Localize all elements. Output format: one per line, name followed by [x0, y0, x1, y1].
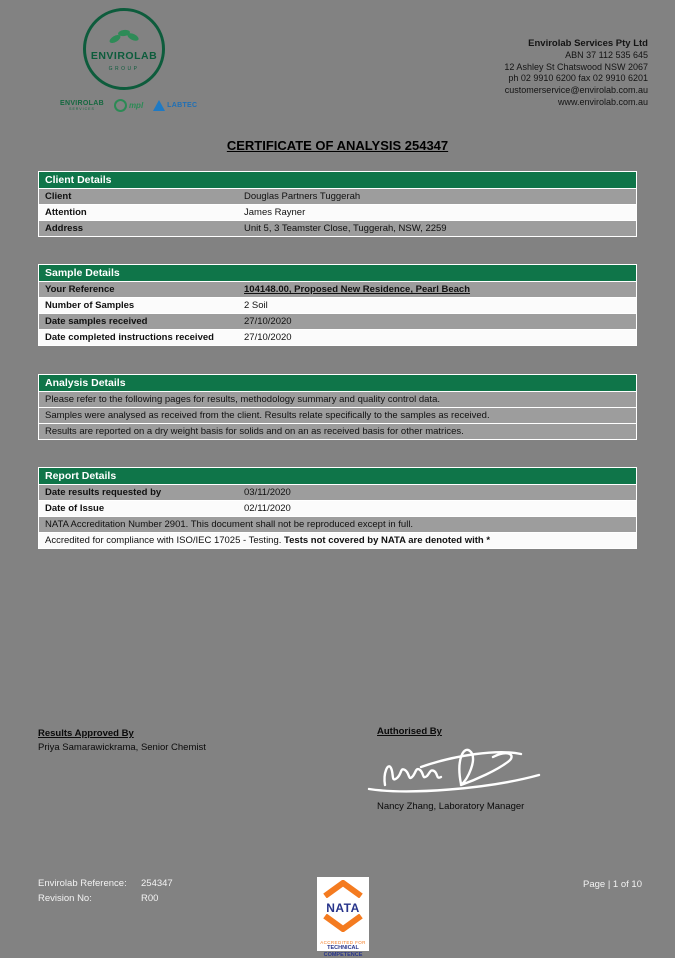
revision-line — [38, 891, 173, 906]
table-row — [39, 330, 636, 345]
table-row — [39, 189, 636, 204]
revision-label: Revision No: — [38, 891, 141, 906]
nata-logo — [317, 877, 369, 951]
reference-label: Envirolab Reference: — [38, 876, 141, 891]
partner-logos — [60, 99, 197, 112]
page-number: Page | 1 of 10 — [583, 879, 642, 890]
row-label: Your Reference — [39, 282, 244, 297]
row-value: 2 Soil — [244, 298, 636, 313]
revision-value: R00 — [141, 893, 158, 904]
row-value: Douglas Partners Tuggerah — [244, 189, 636, 204]
row-value: 03/11/2020 — [244, 485, 636, 500]
table-row — [39, 298, 636, 313]
table-row — [39, 205, 636, 220]
mpl-ring-icon — [114, 99, 127, 112]
logo-wordmark: ENVIROLAB — [91, 50, 157, 62]
leaf-icon — [107, 26, 141, 49]
analysis-details-section — [38, 374, 637, 440]
compliance-note-text: Accredited for compliance with ISO/IEC 17025 - Testing. — [45, 535, 284, 546]
analysis-note-row: Results are reported on a dry weight basis for solids and on an as received basis for other matrices. — [39, 424, 636, 439]
nata-accredited-for-label: ACCREDITED FOR — [320, 940, 366, 945]
company-phone-fax: ph 02 9910 6200 fax 02 9910 6201 — [504, 73, 648, 85]
reference-value: 254347 — [141, 878, 173, 889]
company-address: 12 Ashley St Chatswood NSW 2067 — [504, 62, 648, 74]
company-website: www.envirolab.com.au — [504, 97, 648, 109]
analysis-note-row: Samples were analysed as received from the client. Results relate specifically to the samples as received. — [39, 408, 636, 423]
authorised-by-heading: Authorised By — [377, 726, 442, 737]
nata-wordmark: NATA — [326, 903, 360, 914]
row-value: 104148.00, Proposed New Residence, Pearl Beach — [244, 282, 636, 297]
company-email: customerservice@envirolab.com.au — [504, 85, 648, 97]
mpl-label: mpl — [129, 101, 143, 110]
section-header-sample: Sample Details — [39, 265, 636, 281]
results-approved-heading: Results Approved By — [38, 728, 206, 739]
row-value: Unit 5, 3 Teamster Close, Tuggerah, NSW, 2259 — [244, 221, 636, 236]
logo-group-label: GROUP — [109, 66, 140, 72]
nata-competence-label: COMPETENCE — [324, 952, 363, 958]
labtec-label: LABTEC — [167, 102, 197, 109]
nata-technical-label: TECHNICAL — [327, 945, 359, 952]
results-approved-block — [38, 728, 206, 753]
row-value: 02/11/2020 — [244, 501, 636, 516]
company-name: Envirolab Services Pty Ltd — [504, 38, 648, 50]
sample-details-section — [38, 264, 637, 346]
section-header-analysis: Analysis Details — [39, 375, 636, 391]
accreditation-compliance-note — [39, 533, 636, 548]
section-header-report: Report Details — [39, 468, 636, 484]
row-label: Address — [39, 221, 244, 236]
analysis-note-row: Please refer to the following pages for results, methodology summary and quality control data. — [39, 392, 636, 407]
row-label: Date results requested by — [39, 485, 244, 500]
mpl-logo — [114, 99, 143, 112]
nata-chevron-down-icon — [320, 914, 366, 937]
row-label: Date samples received — [39, 314, 244, 329]
company-details — [504, 38, 648, 109]
nata-accreditation-note: NATA Accreditation Number 2901. This document shall not be reproduced except in full. — [39, 517, 636, 532]
labtec-logo — [153, 100, 197, 111]
results-approved-name: Priya Samarawickrama, Senior Chemist — [38, 742, 206, 753]
report-details-section — [38, 467, 637, 549]
row-value: James Rayner — [244, 205, 636, 220]
row-label: Number of Samples — [39, 298, 244, 313]
envirolab-services-logo — [60, 100, 104, 112]
table-row — [39, 282, 636, 297]
row-value: 27/10/2020 — [244, 330, 636, 345]
row-label: Date completed instructions received — [39, 330, 244, 345]
section-header-client: Client Details — [39, 172, 636, 188]
authorised-by-name: Nancy Zhang, Laboratory Manager — [377, 801, 524, 812]
footer-reference-block — [38, 876, 173, 906]
table-row — [39, 485, 636, 500]
signature-image — [363, 737, 548, 806]
authorised-by-block — [377, 726, 442, 737]
envirolab-mini-sublabel: SERVICES — [69, 108, 95, 112]
compliance-note-bold: Tests not covered by NATA are denoted with * — [284, 535, 490, 546]
company-abn: ABN 37 112 535 645 — [504, 50, 648, 62]
labtec-triangle-icon — [153, 100, 165, 111]
envirolab-group-logo — [83, 8, 165, 90]
envirolab-reference-line — [38, 876, 173, 891]
client-details-section — [38, 171, 637, 237]
row-label: Client — [39, 189, 244, 204]
row-value: 27/10/2020 — [244, 314, 636, 329]
table-row — [39, 501, 636, 516]
table-row — [39, 314, 636, 329]
envirolab-mini-label: ENVIROLAB — [60, 100, 104, 107]
row-label: Date of Issue — [39, 501, 244, 516]
row-label: Attention — [39, 205, 244, 220]
certificate-title: CERTIFICATE OF ANALYSIS 254347 — [0, 138, 675, 153]
nata-chevron-up-icon — [320, 880, 366, 903]
table-row — [39, 221, 636, 236]
